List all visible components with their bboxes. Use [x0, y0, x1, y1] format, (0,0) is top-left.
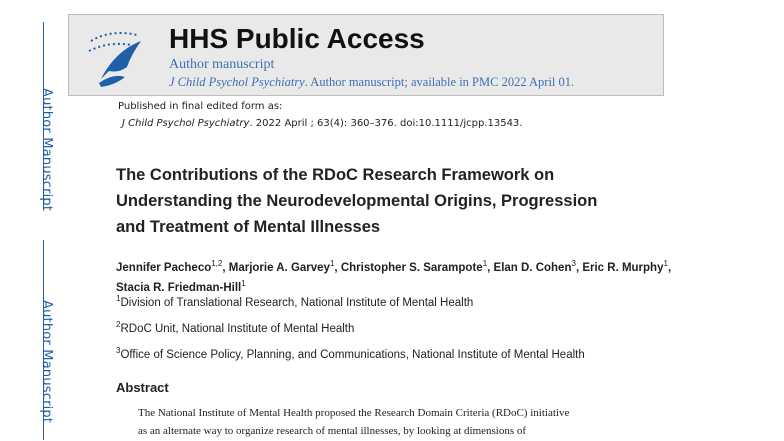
hhs-header-box: [68, 14, 664, 96]
published-citation: [122, 118, 522, 129]
article-title: [116, 162, 676, 240]
author-affiliation-ref: 3: [571, 259, 576, 268]
affiliation-2: [116, 320, 354, 335]
availability-citation: [169, 75, 574, 90]
author-affiliation-ref: 1: [241, 278, 246, 288]
hhs-public-access-title: HHS Public Access: [169, 23, 425, 54]
affiliation-text: Office of Science Policy, Planning, and Communications, National Institute of Mental Health: [120, 348, 585, 361]
affiliation-1: [116, 294, 473, 309]
author-name: Eric R. Murphy: [582, 261, 664, 274]
author-separator: ,: [334, 261, 341, 274]
author-name: Elan D. Cohen: [493, 261, 572, 274]
author-separator: ,: [667, 261, 672, 274]
affiliation-number: 3: [116, 346, 121, 355]
author-name: Christopher S. Sarampote: [340, 261, 483, 274]
abstract-heading: Abstract: [116, 380, 169, 395]
title-line: and Treatment of Mental Illnesses: [116, 218, 381, 236]
author-separator: ,: [487, 261, 494, 274]
affiliation-text: Division of Translational Research, National Institute of Mental Health: [120, 296, 474, 309]
author-separator: ,: [222, 261, 229, 274]
side-label-author-manuscript-top: Author Manuscript: [39, 88, 54, 212]
author-affiliation-ref: 1: [329, 259, 335, 268]
citation-rest: . Author manuscript; available in PMC 2022 April 01.: [304, 75, 575, 89]
title-line: The Contributions of the RDoC Research Framework on: [116, 166, 555, 184]
affiliation-number: 2: [116, 320, 121, 329]
title-line: Understanding the Neurodevelopmental Origins, Progression: [116, 192, 598, 210]
citation-journal: J Child Psychol Psychiatry: [169, 75, 305, 89]
side-label-author-manuscript-bottom: Author Manuscript: [39, 300, 54, 424]
published-details: . 2022 April ; 63(4): 360–376. doi:10.1111/jcpp.13543.: [249, 118, 523, 129]
author-name: Stacia R. Friedman-Hill: [116, 281, 242, 294]
abstract-line: as an alternate way to organize research of mental illnesses, by looking at dimensions of: [138, 425, 527, 437]
published-journal: J Child Psychol Psychiatry: [122, 118, 250, 129]
abstract-line: The National Institute of Mental Health proposed the Research Domain Criteria (RDoC) initiative: [138, 407, 570, 419]
author-affiliation-ref: 1,2: [211, 259, 223, 268]
author-name: Marjorie A. Garvey: [228, 261, 330, 274]
author-separator: ,: [575, 261, 583, 274]
affiliation-number: 1: [116, 294, 121, 303]
author-name: Jennifer Pacheco: [116, 261, 212, 274]
author-manuscript-subtitle: Author manuscript: [169, 57, 275, 72]
affiliation-text: RDoC Unit, National Institute of Mental Health: [120, 322, 355, 335]
author-affiliation-ref: 1: [663, 259, 668, 268]
published-label: Published in final edited form as:: [118, 101, 283, 112]
hhs-eagle-logo-icon: [81, 21, 151, 91]
abstract-body: [138, 404, 678, 440]
affiliation-3: [116, 346, 585, 361]
author-affiliation-ref: 1: [482, 259, 488, 268]
author-list: [116, 256, 696, 296]
